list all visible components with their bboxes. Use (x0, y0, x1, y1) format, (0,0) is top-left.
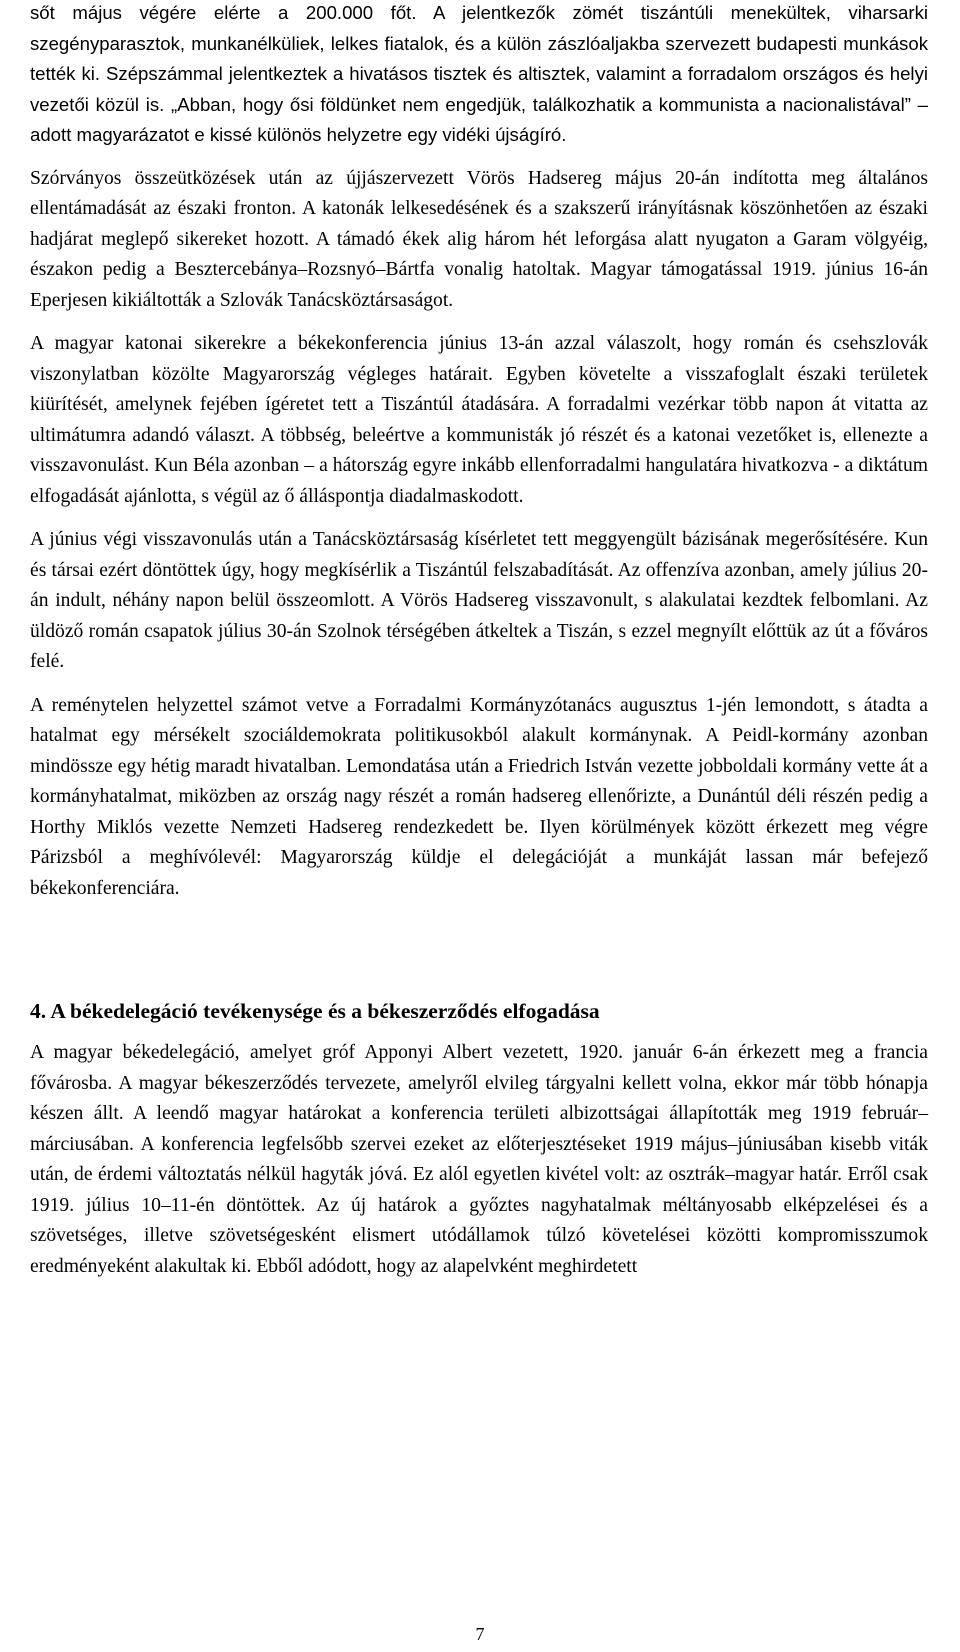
paragraph-resignation: A reménytelen helyzettel számot vetve a Forradalmi Kormányzótanács augusztus 1-jén lemondott, s átadta a hatalmat egy mérsékelt szociáldemokrata politikusokból alakult kormánynak. A Peidl-kormány azonban mindössze egy hétig maradt hivatalban. Lemondatása után a Friedrich István vezette jobboldali kormány vette át a kormányhatalmat, miközben az ország nagy részét a román hadsereg ellenőrizte, a Dunántúl déli részén pedig a Horthy Miklós vezette Nemzeti Hadsereg rendezkedett be. Ilyen körülmények között érkezett meg végre Párizsból a meghívólevél: Magyarország küldje el delegációját a munkáját lassan már befejező békekonferenciára. (30, 694, 928, 899)
paragraph-volunteers: sőt május végére elérte a 200.000 főt. A jelentkezők zömét tiszántúli menekültek, viharsarki szegényparasztok, munkanélküliek, lelkes fiatalok, és a külön zászlóaljakba szervezett budapesti munkások tették ki. Szépszámmal jelentkeztek a hivatásos tisztek és altisztek, valamint a forradalom országos és helyi vezetői közül is. „Abban, hogy ősi földünket nem engedjük, találkozhatik a kommunista a nacionalistával” – adott magyarázatot e kissé különös helyzetre egy vidéki újságíró. (30, 2, 928, 145)
paragraph-peace-delegation: A magyar békedelegáció, amelyet gróf Apponyi Albert vezetett, 1920. január 6-án érkezett meg a francia fővárosba. A magyar békeszerződés tervezete, amelyről elvileg tárgyalni kellett volna, ekkor már több hónapja készen állt. A leendő magyar határokat a konferencia területi albizottságai állapították meg 1919 február–márciusában. A konferencia legfelsőbb szervei ezeket az előterjesztéseket 1919 május–júniusában kisebb viták után, de érdemi változtatás nélkül hagyták jóvá. Ez alól egyetlen kivétel volt: az osztrák–magyar határ. Erről csak 1919. július 10–11-én döntöttek. Az új határok a győztes nagyhatalmak méltányosabb elképzelései és a szövetséges, illetve szövetségesként elismert utódállamok túlzó követelései közötti kompromisszumok eredményeként alakultak ki. Ebből adódott, hogy az alapelvként meghirdetett (30, 1042, 928, 1277)
document-page (30, 0, 928, 1295)
paragraph-peace-conference-ultimatum: A magyar katonai sikerekre a békekonferencia június 13-án azzal válaszolt, hogy román és csehszlovák viszonylatban közölte Magyarország végleges határait. Egyben követelte a visszafoglalt északi területek kiürítését, amelynek fejében ígéretet tett a Tiszántúl átadására. A forradalmi vezérkar több napon át vitatta az ultimátumra adandó választ. A többség, beleértve a kommunisták jó részét és a katonai vezetőket is, ellenezte a visszavonulást. Kun Béla azonban – a hátország egyre inkább ellenforradalmi hangulatára hivatkozva - a diktátum elfogadását ajánlotta, s végül az ő álláspontja diadalmaskodott. (30, 333, 928, 507)
paragraph-northern-campaign: Szórványos összeütközések után az újjászervezett Vörös Hadsereg május 20-án indította meg általános ellentámadását az északi fronton. A katonák lelkesedésének és a szakszerű irányításnak köszönhetően az északi hadjárat meglepő sikereket hozott. A támadó ékek alig három hét leforgása alatt nyugaton a Garam völgyéig, északon pedig a Besztercebánya–Rozsnyó–Bártfa vonalig hatoltak. Magyar támogatással 1919. június 16-án Eperjesen kikiáltották a Szlovák Tanácsköztársaságot. (30, 167, 928, 311)
page-number: 7 (475, 1624, 485, 1644)
section-heading: 4. A békedelegáció tevékenysége és a békeszerződés elfogadása (30, 999, 600, 1023)
paragraph-tiszantul-offensive: A június végi visszavonulás után a Tanácsköztársaság kísérletet tett meggyengült bázisának megerősítésére. Kun és társai ezért döntöttek úgy, hogy megkísérlik a Tiszántúl felszabadítását. Az offenzíva azonban, amely július 20-án indult, néhány napon belül összeomlott. A Vörös Hadsereg visszavonult, s alakulatai kezdtek felbomlani. Az üldöző román csapatok július 30-án Szolnok térségében átkeltek a Tiszán, s ezzel megnyílt előttük az út a főváros felé. (30, 529, 928, 672)
